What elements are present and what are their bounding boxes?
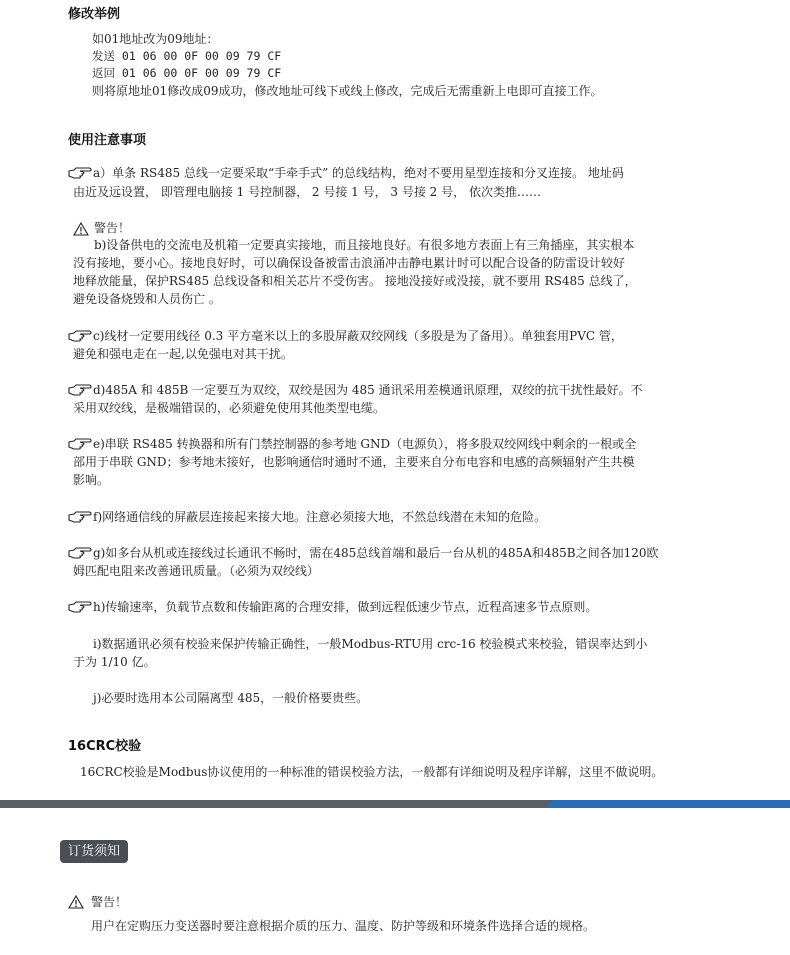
section-divider bbox=[0, 800, 790, 808]
note-g-line1: g)如多台从机或连接线过长通讯不畅时，需在485总线首端和最后一台从机的485A和485B之间各加120欧 bbox=[93, 546, 659, 560]
note-i-line1: i)数据通讯必须有校验来保护传输正确性，一般Modbus-RTU用 crc-16 校验模式来校验，错误率达到小 bbox=[93, 637, 648, 651]
divider-blue-band bbox=[545, 800, 790, 808]
note-i-line2: 于为 1/10 亿。 bbox=[73, 655, 156, 669]
section-heading-crc: 16CRC校验 bbox=[68, 739, 142, 754]
note-g-line2: 姆匹配电阻来改善通讯质量。（必须为双绞线） bbox=[73, 564, 320, 578]
note-b-line3: 地释放能量，保护RS485 总线设备和相关芯片不受伤害。 接地没接好或没接，就不要用 RS485 总线了， bbox=[73, 274, 637, 288]
note-j-line1: j)必要时选用本公司隔离型 485，一般价格要贵些。 bbox=[93, 691, 369, 705]
pointing-hand-icon bbox=[68, 167, 92, 179]
pointing-hand-icon bbox=[68, 511, 92, 523]
note-e-line3: 影响。 bbox=[73, 473, 110, 487]
crc-description: 16CRC校验是Modbus协议使用的一种标准的错误校验方法，一般都有详细说明及程序详解，这里不做说明。 bbox=[80, 765, 664, 779]
pointing-hand-icon bbox=[68, 601, 92, 613]
note-a-line2: 由近及远设置， 即管理电脑接 1 号控制器， 2 号接 1 号， 3 号接 2 号， 依次类推…… bbox=[73, 185, 541, 199]
section-heading-usage-notes: 使用注意事项 bbox=[68, 133, 147, 148]
modify-example-send: 发送 01 06 00 0F 00 09 79 CF bbox=[92, 49, 282, 63]
warning-label: 警告！ bbox=[94, 221, 131, 235]
note-c-line2: 避免和强电走在一起,以免强电对其干扰。 bbox=[73, 347, 293, 361]
divider-gray-band bbox=[0, 800, 560, 808]
warning-triangle-icon bbox=[68, 895, 84, 909]
warning-triangle-icon bbox=[73, 222, 89, 236]
note-d-line1: d)485A 和 485B 一定要互为双绞，双绞是因为 485 通讯采用差模通讯原理，双绞的抗干扰性最好。不 bbox=[93, 383, 643, 397]
order-notice-badge: 订货须知 bbox=[60, 840, 128, 863]
note-h-line1: h)传输速率，负载节点数和传输距离的合理安排，做到远程低速少节点，近程高速多节点原则。 bbox=[93, 600, 598, 614]
modify-example-result: 则将原地址01修改成09成功，修改地址可线下或线上修改，完成后无需重新上电即可直接工作。 bbox=[92, 84, 603, 98]
note-e-line1: e)串联 RS485 转换器和所有门禁控制器的参考地 GND（电源负），将多股双绞网线中剩余的一根或全 bbox=[93, 437, 637, 451]
section-heading-modify-example: 修改举例 bbox=[68, 7, 121, 22]
order-warning-label: 警告！ bbox=[91, 895, 128, 909]
note-d-line2: 采用双绞线，是极端错误的，必须避免使用其他类型电缆。 bbox=[73, 401, 386, 415]
note-c-line1: c)线材一定要用线径 0.3 平方毫米以上的多股屏蔽双绞网线（多股是为了备用）。单独套用PVC 管， bbox=[93, 329, 623, 343]
note-b-line1: b)设备供电的交流电及机箱一定要真实接地，而且接地良好。有很多地方表面上有三角插座，其实根本 bbox=[94, 238, 635, 252]
note-e-line2: 部用于串联 GND；参考地未接好，也影响通信时通时不通，主要来自分布电容和电感的高频辐射产生共模 bbox=[73, 455, 635, 469]
pointing-hand-icon bbox=[68, 384, 92, 396]
note-b-line4: 避免设备烧毁和人员伤亡 。 bbox=[73, 292, 221, 306]
modify-example-reply: 返回 01 06 00 0F 00 09 79 CF bbox=[92, 66, 282, 80]
note-b-line2: 没有接地，要小心。接地良好时，可以确保设备被雷击浪涌冲击静电累计时可以配合设备的防雷设计较好 bbox=[73, 256, 626, 270]
note-a-line1: a）单条 RS485 总线一定要采取“手牵手式” 的总线结构，绝对不要用星型连接和分叉连接。 地址码 bbox=[93, 166, 624, 180]
pointing-hand-icon bbox=[68, 547, 92, 559]
pointing-hand-icon bbox=[68, 438, 92, 450]
order-warning-text: 用户在定购压力变送器时要注意根据介质的压力、温度、防护等级和环境条件选择合适的规格。 bbox=[91, 919, 596, 933]
note-f-line1: f)网络通信线的屏蔽层连接起来接大地。注意必须接大地，不然总线潜在未知的危险。 bbox=[93, 510, 547, 524]
modify-example-intro: 如01地址改为09地址： bbox=[92, 32, 219, 46]
pointing-hand-icon bbox=[68, 330, 92, 342]
